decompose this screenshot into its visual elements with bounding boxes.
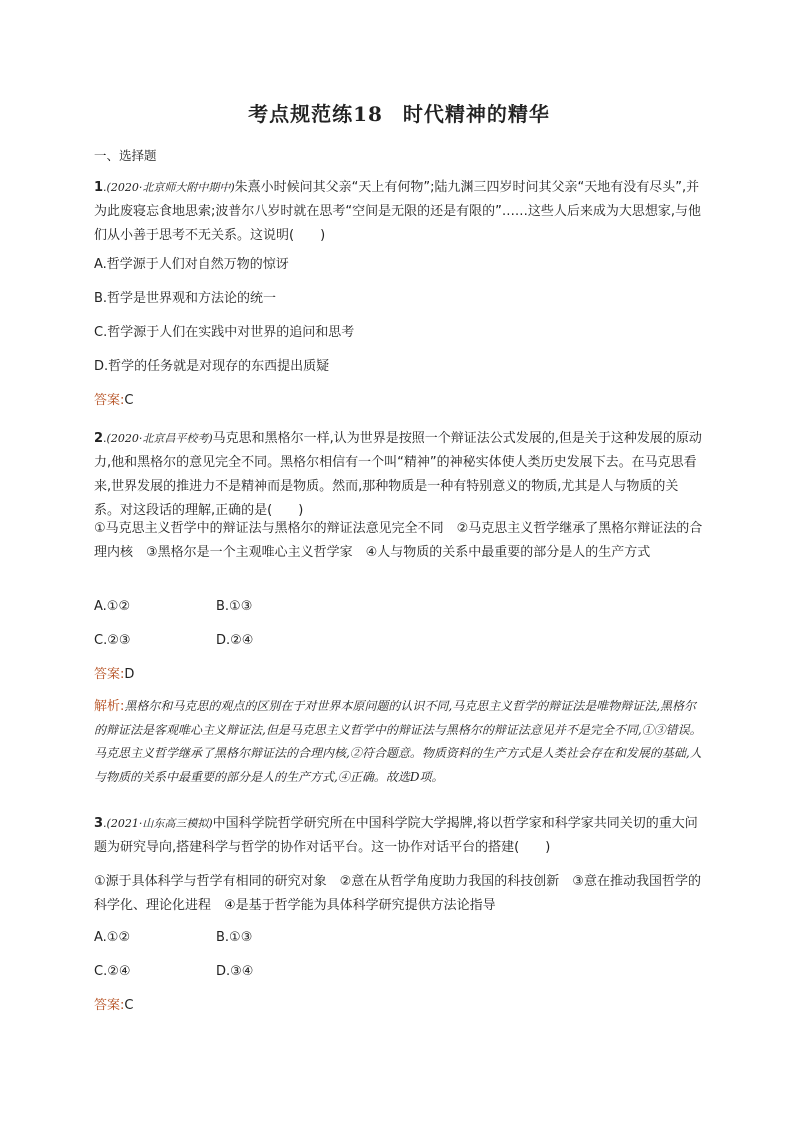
q2-answer [94, 663, 704, 687]
q3-option-d: D.③④ [216, 964, 254, 979]
question-1-stem [94, 176, 704, 248]
q2-option-c: C.②③ [94, 633, 131, 648]
q2-options-row-2 [94, 629, 704, 653]
question-number: 2 [94, 431, 104, 446]
q3-options-row-1 [94, 926, 704, 950]
title-number: 考点规范练18 [248, 102, 383, 126]
q1-option-c: C.哲学源于人们在实践中对世界的追问和思考 [94, 325, 355, 340]
q2-option-b: B.①③ [216, 599, 253, 614]
analysis-label: 解析: [94, 699, 125, 714]
q2-option-d: D.②④ [216, 633, 254, 648]
q1-option-d: D.哲学的任务就是对现存的东西提出质疑 [94, 359, 330, 374]
question-number: 3 [94, 816, 104, 831]
title-topic: 时代精神的精华 [402, 102, 550, 126]
question-3-stem [94, 812, 704, 860]
analysis-text: 黑格尔和马克思的观点的区别在于对世界本原问题的认识不同,马克思主义哲学的辩证法是唯物辩证法,黑格尔的辩证法是客观唯心主义辩证法,但是马克思主义哲学中的辩证法与黑格尔的辩证法意见并不是完全不同,①③错误。马克思主义哲学继承了黑格尔辩证法的合理内核,②符合题意。物质资料的生产方式是人类社会存在和发展的基础,人与物质的关系中最重要的部分是人的生产方式,④正确。故选D项。 [94, 699, 702, 784]
answer-value: C [124, 998, 134, 1013]
question-source: .(2020·北京昌平校考) [103, 432, 213, 445]
q3-options-row-2 [94, 960, 704, 984]
question-2-stem [94, 427, 704, 523]
question-source: .(2021·山东高三模拟) [103, 817, 213, 830]
answer-label: 答案: [94, 393, 125, 408]
question-3 [94, 812, 704, 860]
section-heading: 一、选择题 [94, 148, 157, 163]
q3-option-b: B.①③ [216, 930, 253, 945]
answer-label: 答案: [94, 667, 125, 682]
q3-statements: ①源于具体科学与哲学有相同的研究对象 ②意在从哲学角度助力我国的科技创新 ③意在推动我国哲学的科学化、理论化进程 ④是基于哲学能为具体科学研究提供方法论指导 [94, 874, 701, 913]
answer-label: 答案: [94, 998, 125, 1013]
q2-options-row-1 [94, 595, 704, 619]
answer-value: C [124, 393, 134, 408]
q2-statements: ①马克思主义哲学中的辩证法与黑格尔的辩证法意见完全不同 ②马克思主义哲学继承了黑格尔辩证法的合理内核 ③黑格尔是一个主观唯心主义哲学家 ④人与物质的关系中最重要的部分是人的生产方式 [94, 521, 703, 560]
q2-option-a: A.①② [94, 599, 131, 614]
q1-option-a: A.哲学源于人们对自然万物的惊讶 [94, 257, 289, 272]
question-text: 马克思和黑格尔一样,认为世界是按照一个辩证法公式发展的,但是关于这种发展的原动力,他和黑格尔的意见完全不同。黑格尔相信有一个叫“精神”的神秘实体使人类历史发展下去。在马克思看来,世界发展的推进力不是精神而是物质。然而,那种物质是一种有特别意义的物质,尤其是人与物质的关系。对这段话的理解,正确的是( ) [94, 431, 702, 518]
question-1 [94, 176, 704, 248]
answer-value: D [124, 667, 135, 682]
q1-option-b: B.哲学是世界观和方法论的统一 [94, 291, 277, 306]
q3-option-c: C.②④ [94, 964, 131, 979]
q3-answer [94, 994, 704, 1018]
page-title [94, 98, 704, 127]
question-text: 朱熹小时候问其父亲“天上有何物”;陆九渊三四岁时问其父亲“天地有没有尽头”,并为此废寝忘食地思索;波普尔八岁时就在思考“空间是无限的还是有限的”……这些人后来成为大思想家,与他们从小善于思考不无关系。这说明( ) [94, 180, 701, 243]
question-text: 中国科学院哲学研究所在中国科学院大学揭牌,将以哲学家和科学家共同关切的重大问题为研究导向,搭建科学与哲学的协作对话平台。这一协作对话平台的搭建( ) [94, 816, 698, 855]
question-source: .(2020·北京师大附中期中) [103, 181, 235, 194]
question-number: 1 [94, 180, 104, 195]
q2-analysis [94, 695, 704, 789]
q3-option-a: A.①② [94, 930, 131, 945]
q1-answer [94, 389, 704, 413]
question-2 [94, 427, 704, 523]
